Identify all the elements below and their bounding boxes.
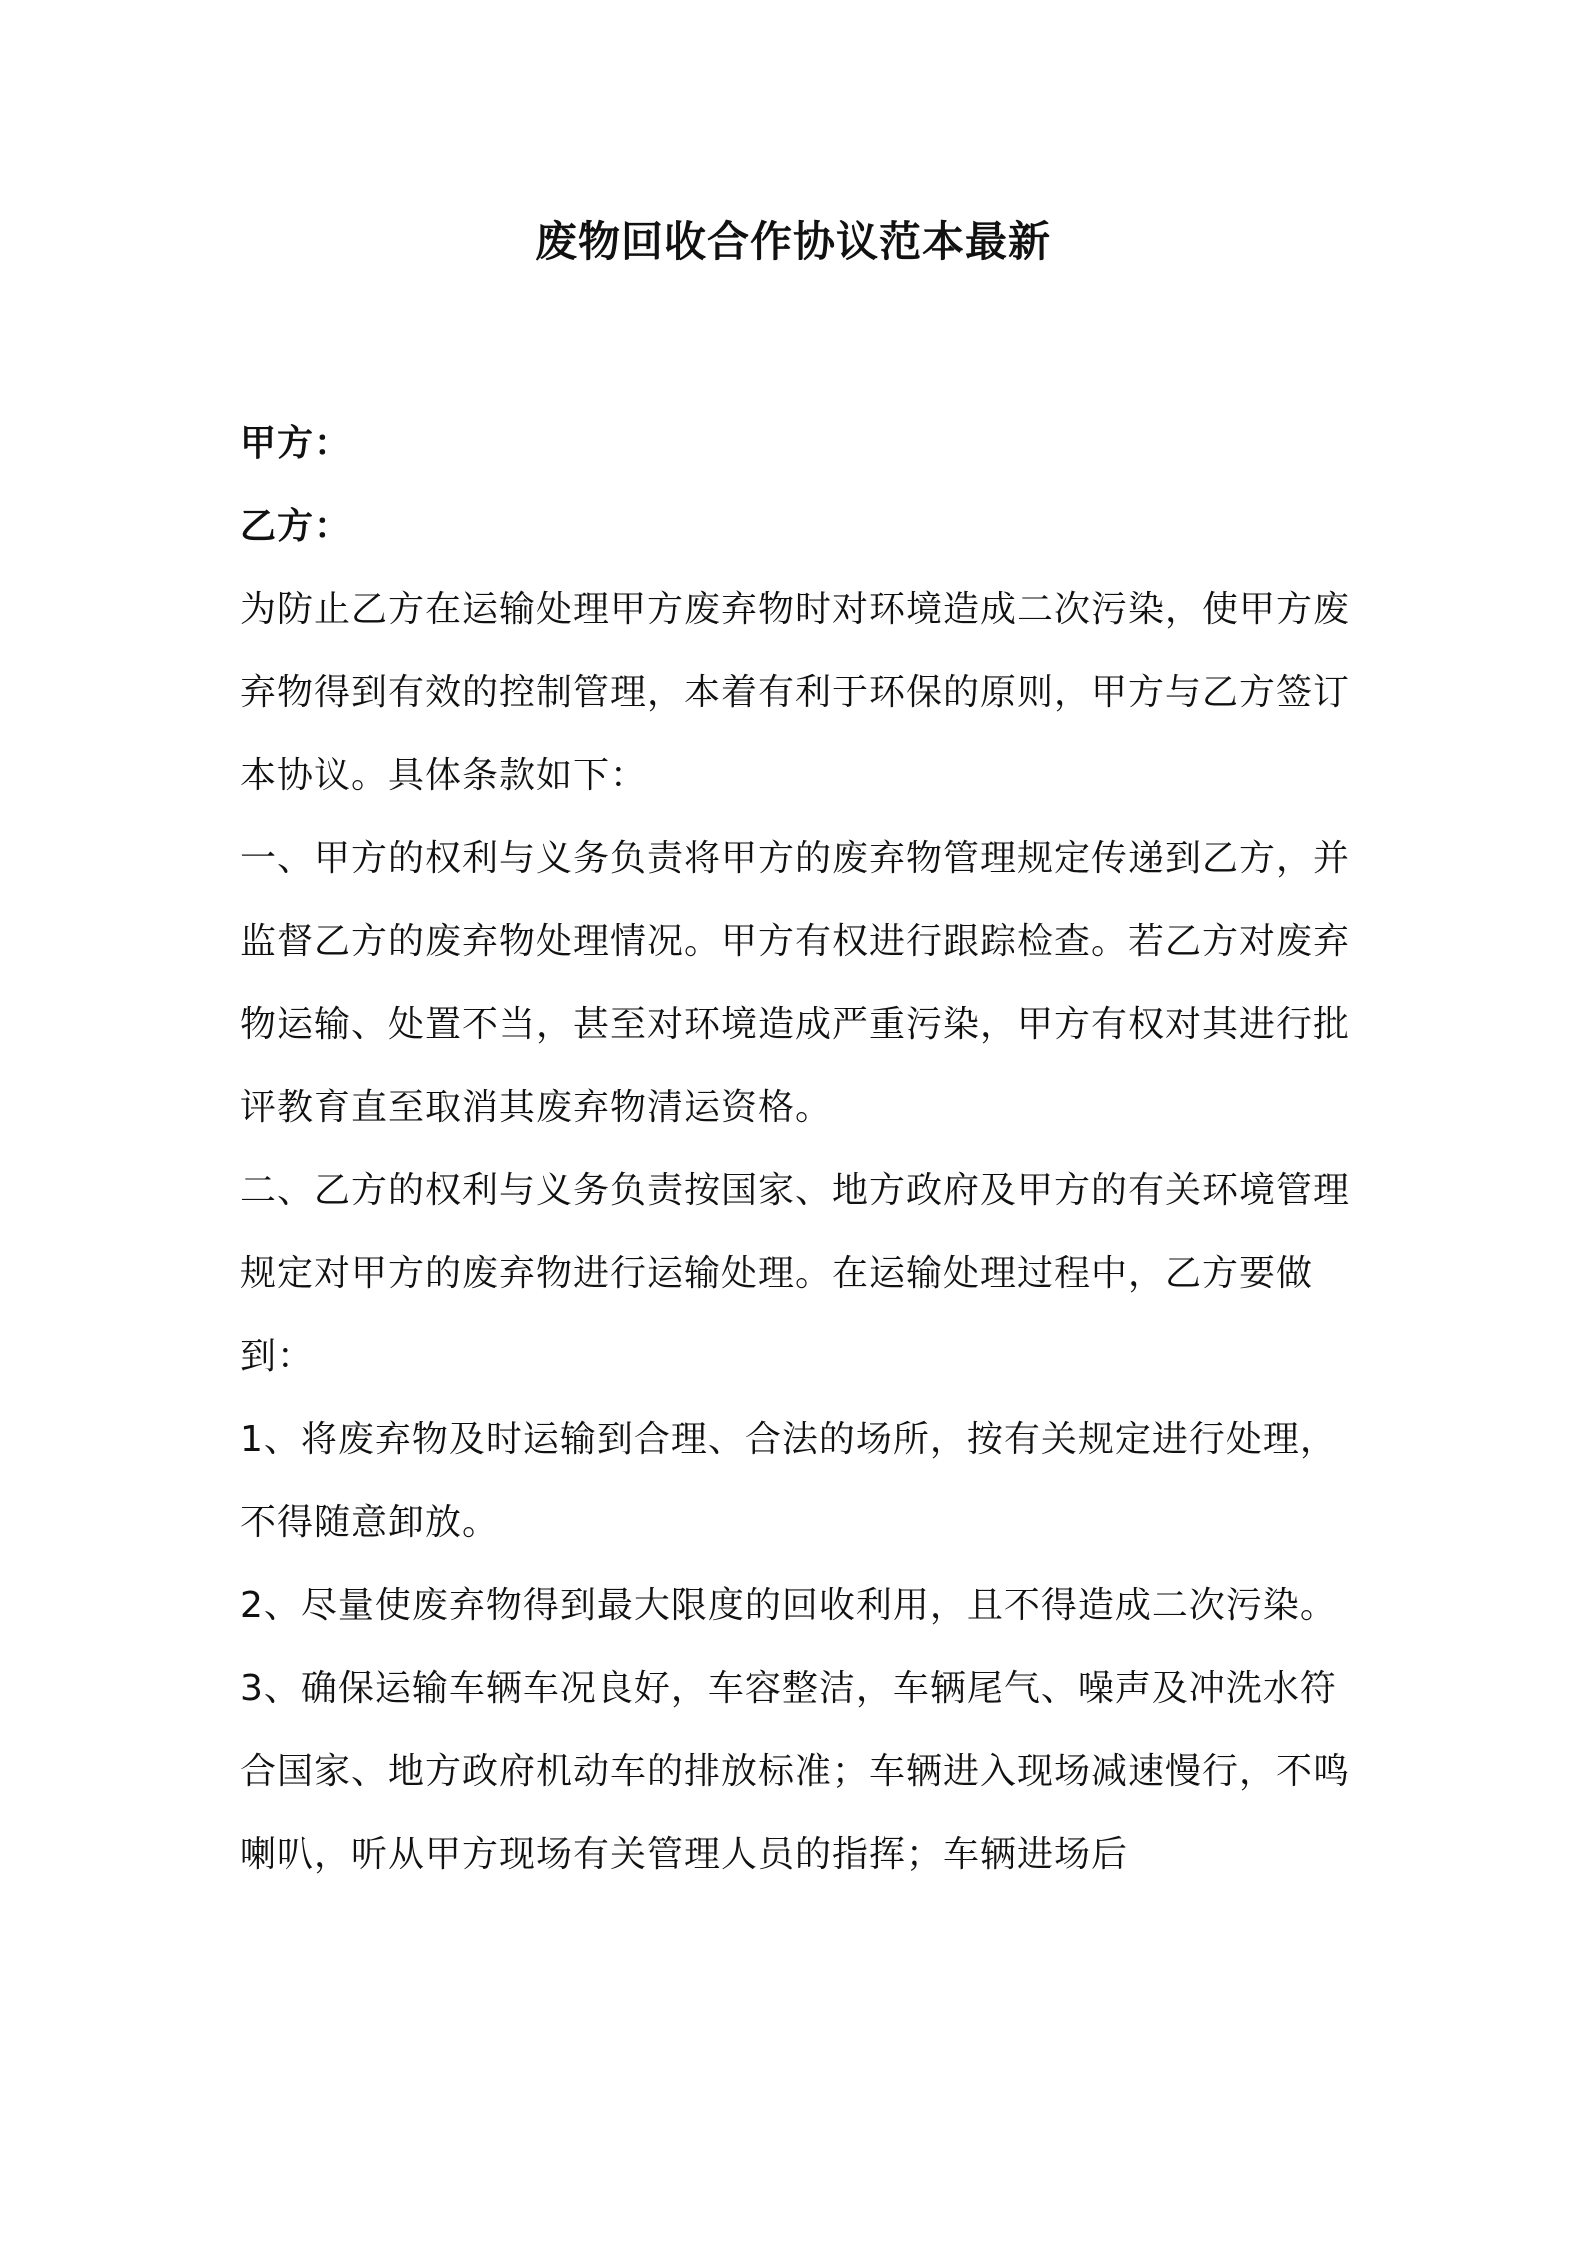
document-title: 废物回收合作协议范本最新 (534, 217, 1051, 266)
party-a-label: 甲方： (240, 423, 352, 464)
paragraph-item-2: 2、尽量使废弃物得到最大限度的回收利用，且不得造成二次污染。 (240, 1585, 1337, 1626)
party-b-label: 乙方： (240, 506, 352, 547)
paragraph-party-a-rights: 一、甲方的权利与义务负责将甲方的废弃物管理规定传递到乙方，并监督乙方的废弃物处理情况。甲方有权进行跟踪检查。若乙方对废弃物运输、处置不当，甚至对环境造成严重污染，甲方有权对其进行批评教育直至取消其废弃物清运资格。 (240, 838, 1351, 1128)
paragraph-party-b-rights: 二、乙方的权利与义务负责按国家、地方政府及甲方的有关环境管理规定对甲方的废弃物进行运输处理。在运输处理过程中，乙方要做到： (240, 1170, 1351, 1377)
paragraph-item-1: 1、将废弃物及时运输到合理、合法的场所，按有关规定进行处理，不得随意卸放。 (240, 1419, 1337, 1543)
paragraph-item-3: 3、确保运输车辆车况良好，车容整洁，车辆尾气、噪声及冲洗水符合国家、地方政府机动车的排放标准；车辆进入现场减速慢行，不鸣喇叭，听从甲方现场有关管理人员的指挥；车辆进场后 (240, 1668, 1351, 1875)
document-body (240, 402, 1356, 1896)
paragraph-intro: 为防止乙方在运输处理甲方废弃物时对环境造成二次污染，使甲方废弃物得到有效的控制管理，本着有利于环保的原则，甲方与乙方签订本协议。具体条款如下： (240, 589, 1351, 796)
